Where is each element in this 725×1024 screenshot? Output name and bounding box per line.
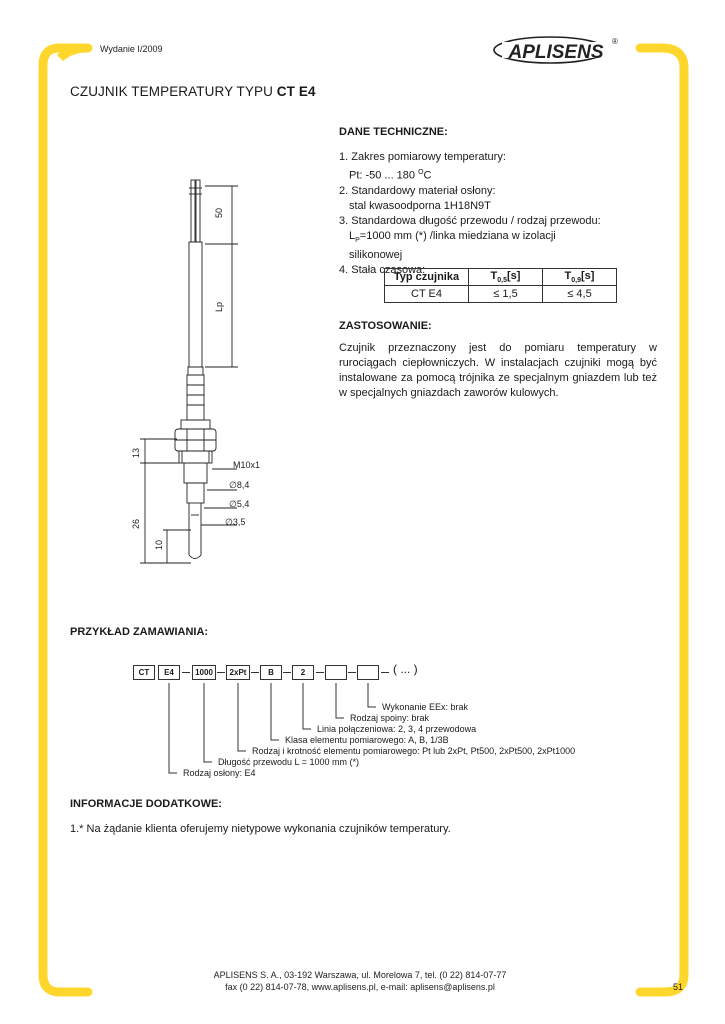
order-code-1: CT	[133, 665, 155, 680]
aplisens-logo	[492, 30, 622, 75]
legend-6: Długość przewodu L = 1000 mm (*)	[218, 757, 359, 767]
th-t09: $T_{0,9}[s]$	[543, 269, 617, 286]
diam-84-label: ∅8,4	[229, 480, 250, 490]
info-heading: INFORMACJE DODATKOWE:	[70, 798, 222, 810]
td-type: CT E4	[385, 286, 469, 303]
td-t05: ≤ 1,5	[469, 286, 543, 303]
footer-line1: APLISENS S. A., 03-192 Warszawa, ul. Morelowa 7, tel. (0 22) 814-07-77	[213, 970, 507, 980]
footer-line2: fax (0 22) 814-07-78, www.aplisens.pl, e-mail: aplisens@aplisens.pl	[225, 982, 495, 992]
dim-10-label: 10	[154, 539, 164, 550]
order-code-5: B	[260, 665, 282, 680]
legend-3: Linia połączeniowa: 2, 3, 4 przewodowa	[317, 724, 477, 734]
title-model: CT E4	[276, 84, 316, 99]
legend-4: Klasa elementu pomiarowego: A, B, 1/3B	[285, 735, 449, 745]
legend-7: Rodzaj osłony: E4	[183, 768, 256, 778]
dim-lp-label: Lp	[214, 301, 224, 312]
tech-line4: 4. Stała czasowa:	[339, 263, 426, 276]
dim-50-label: 50	[214, 207, 224, 218]
tech-range: Pt: -50 ... 180 $^O$C	[349, 169, 432, 182]
page-title	[70, 84, 316, 99]
order-code-8	[357, 665, 379, 680]
legend-5: Rodzaj i krotność elementu pomiarowego: Pt lub 2xPt, Pt500, 2xPt500, 2xPt1000	[252, 746, 576, 756]
order-code-3: 1000	[192, 665, 216, 680]
order-code-4: 2xPt	[226, 665, 250, 680]
page-number: 51	[673, 982, 684, 992]
tech-list	[339, 150, 669, 278]
usage-heading: ZASTOSOWANIE:	[339, 320, 432, 332]
thread-label: M10x1	[233, 460, 260, 470]
legend-1: Wykonanie EEx: brak	[382, 702, 468, 712]
logo-mark: ®	[612, 37, 618, 46]
legend-2: Rodzaj spoiny: brak	[350, 713, 430, 723]
tech-line1: 1. Zakres pomiarowy temperatury:	[339, 151, 506, 163]
logo-text: APLISENS	[508, 42, 604, 63]
title-prefix: CZUJNIK TEMPERATURY TYPU	[70, 84, 277, 99]
th-type: Typ czujnika	[385, 269, 469, 286]
tech-cable: $L_P=1000$ mm (*) /linka miedziana w izolacji	[349, 229, 556, 244]
tech-cable-cont: silikonowej	[349, 248, 403, 261]
dim-26-label: 26	[131, 518, 141, 529]
tech-line2: 2. Standardowy materiał osłony:	[339, 184, 496, 197]
th-t05: $T_{0,5}[s]$	[469, 269, 543, 286]
edition-label: Wydanie I/2009	[100, 44, 163, 54]
info-line1: 1.* Na żądanie klienta oferujemy nietypowe wykonania czujników temperatury.	[70, 823, 451, 835]
order-code-6: 2	[292, 665, 314, 680]
dim-13-label: 13	[131, 447, 141, 458]
tech-heading: DANE TECHNICZNE:	[339, 126, 448, 138]
td-t09: ≤ 4,5	[543, 286, 617, 303]
order-code-2: E4	[158, 665, 180, 680]
diam-54-label: ∅5,4	[229, 499, 250, 509]
diam-35-label: ∅3,5	[225, 517, 246, 527]
usage-text: Czujnik przeznaczony jest do pomiaru temperatury w rurociągach ciepłowniczych. W instalacjach czujniki mogą być instalowane za pomocą trójnika ze specjalnym gniazdem lub też w specjalnych gniazdach zaworów kulowych.	[339, 342, 657, 399]
order-tail: ( ... )	[393, 662, 418, 676]
sensor-drawing	[125, 170, 260, 590]
order-heading: PRZYKŁAD ZAMAWIANIA:	[70, 626, 209, 638]
time-constant-table	[384, 268, 617, 303]
footer	[150, 969, 570, 993]
tech-material: stal kwasoodporna 1H18N9T	[349, 199, 491, 212]
order-code-7	[325, 665, 347, 680]
tech-line3: 3. Standardowa długość przewodu / rodzaj przewodu:	[339, 214, 601, 227]
